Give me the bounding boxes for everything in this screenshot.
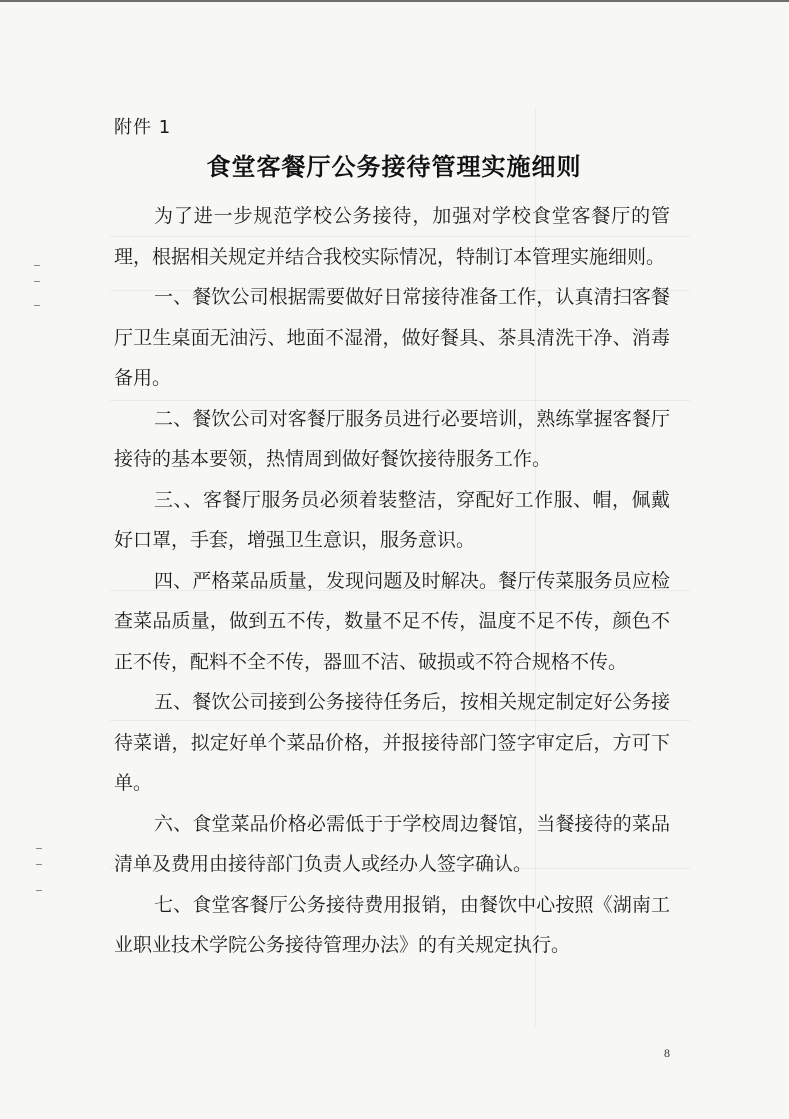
scan-mark: [34, 265, 40, 266]
document-body: [114, 196, 670, 966]
paragraph-4: 四、严格菜品质量，发现问题及时解决。餐厅传菜服务员应检查菜品质量，做到五不传，数量不足不传，温度不足不传，颜色不正不传，配料不全不传，器皿不洁、破损或不符合规格不传。: [114, 569, 670, 673]
paragraph-6: 六、食堂菜品价格必需低于于学校周边餐馆，当餐接待的菜品清单及费用由接待部门负责人或经办人签字确认。: [114, 812, 670, 875]
paragraph-intro: 为了进一步规范学校公务接待，加强对学校食堂客餐厅的管理，根据相关规定并结合我校实际情况，特制订本管理实施细则。: [114, 205, 670, 268]
scan-mark: [36, 890, 42, 891]
paragraph-5: 五、餐饮公司接到公务接待任务后，按相关规定制定好公务接待菜谱，拟定好单个菜品价格，并报接待部门签字审定后，方可下单。: [114, 691, 670, 794]
scan-mark: [36, 864, 42, 865]
paragraph-7: 七、食堂客餐厅公务接待费用报销，由餐饮中心按照《湖南工业职业技术学院公务接待管理办法》的有关规定执行。: [114, 893, 670, 956]
document-page: [0, 2, 789, 1119]
paragraph-3: 三、、客餐厅服务员必须着装整洁，穿配好工作服、帽，佩戴好口罩，手套，增强卫生意识，服务意识。: [114, 488, 670, 551]
paragraph-1: 一、餐饮公司根据需要做好日常接待准备工作，认真清扫客餐厅卫生桌面无油污、地面不湿滑，做好餐具、茶具清洗干净、消毒备用。: [114, 286, 670, 389]
scan-mark: [34, 281, 40, 282]
paragraph-2: 二、餐饮公司对客餐厅服务员进行必要培训，熟练掌握客餐厅接待的基本要领，热情周到做好餐饮接待服务工作。: [114, 407, 670, 470]
scan-mark: [36, 848, 42, 849]
attachment-label: 附件 1: [114, 117, 172, 138]
page-number: 8: [664, 1046, 670, 1060]
document-title: 食堂客餐厅公务接待管理实施细则: [206, 153, 582, 181]
scan-mark: [34, 305, 40, 306]
